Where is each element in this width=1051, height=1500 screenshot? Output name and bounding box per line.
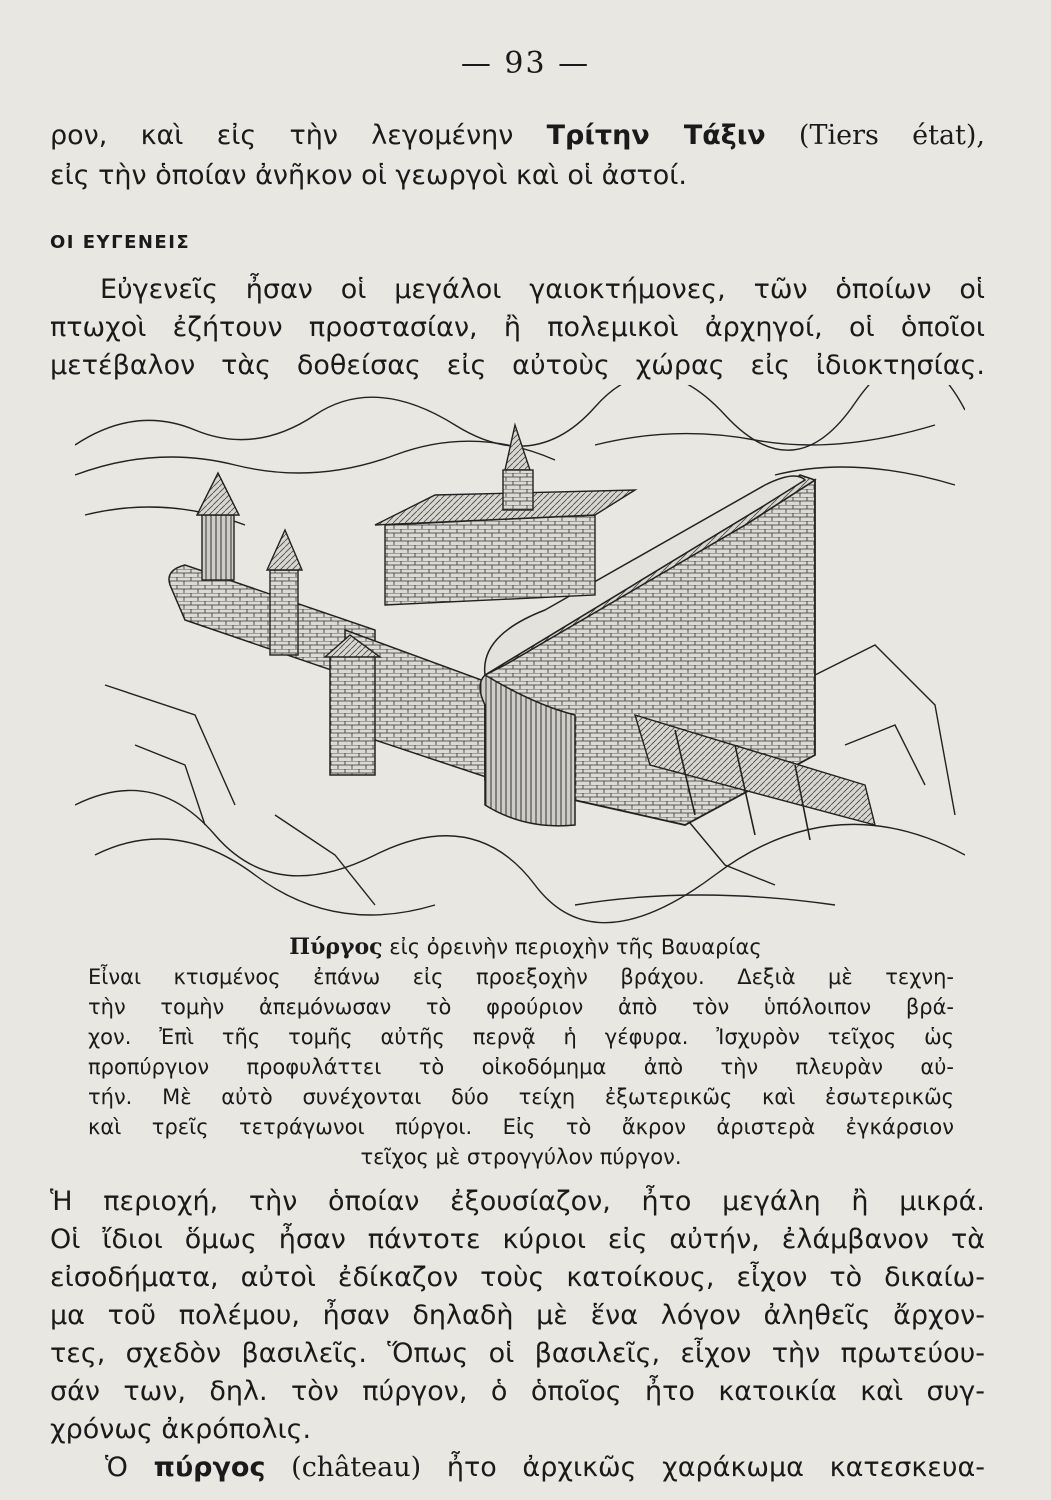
- caption-line-2: τὴν τομὴν ἀπεμόνωσαν τὸ φρούριον ἀπὸ τὸν ὑπόλοιπον βρά-: [88, 995, 954, 1019]
- last-line-end: ἦτο ἀρχικῶς χαράκωμα κατεσκευα-: [421, 1452, 985, 1483]
- last-line-start: Ὁ: [105, 1452, 154, 1483]
- caption-line-4: προπύργιον προφυλάττει τὸ οἰκοδόμημα ἀπὸ τὴν πλευρὰν αὐ-: [88, 1055, 954, 1079]
- term-third-estate: Τρίτην Τάξιν: [546, 120, 766, 151]
- paragraph1-line-1: Εὐγενεῖς ἦσαν οἱ μεγάλοι γαιοκτήμονες, τῶν ὁποίων οἱ: [100, 274, 985, 305]
- term-castle: πύργος: [153, 1452, 266, 1483]
- paragraph2-line-6: σάν των, δηλ. τὸν πύργον, ὁ ὁποῖος ἦτο κατοικία καὶ συγ-: [50, 1376, 985, 1407]
- paragraph2-line-4: μα τοῦ πολέμου, ἦσαν δηλαδὴ μὲ ἕνα λόγον ἀληθεῖς ἄρχον-: [50, 1300, 985, 1331]
- intro-text: ρον, καὶ εἰς τὴν λεγομένην: [50, 120, 547, 151]
- caption-line-5: τήν. Μὲ αὐτὸ συνέχονται δύο τείχη ἐξωτερικῶς καὶ ἐσωτερικῶς: [88, 1085, 954, 1109]
- caption-title-bold: Πύργος: [289, 934, 383, 960]
- paragraph2-line-2: Οἱ ἴδιοι ὅμως ἦσαν πάντοτε κύριοι εἰς αὐτήν, ἐλάμβανον τὰ: [50, 1224, 985, 1255]
- castle-illustration: [75, 385, 965, 930]
- caption-line-1: Εἶναι κτισμένος ἐπάνω εἰς προεξοχὴν βράχου. Δεξιὰ μὲ τεχνη-: [88, 965, 954, 989]
- paragraph2-line-3: εἰσοδήματα, αὐτοὶ ἐδίκαζον τοὺς κατοίκους, εἶχον τὸ δικαίω-: [50, 1262, 985, 1293]
- caption-line-7: τεῖχος μὲ στρογγύλον πύργον.: [360, 1145, 682, 1169]
- intro-line-1: [50, 118, 985, 154]
- caption-line-3: χον. Ἐπὶ τῆς τομῆς αὐτῆς περνᾷ ἡ γέφυρα. Ἰσχυρὸν τεῖχος ὡς: [88, 1025, 954, 1049]
- last-line: [50, 1450, 985, 1486]
- paragraph2-line-5: τες, σχεδὸν βασιλεῖς. Ὅπως οἱ βασιλεῖς, εἶχον τὴν πρωτεύου-: [50, 1338, 985, 1369]
- paragraph2-line-7: χρόνως ἀκρόπολις.: [50, 1414, 312, 1445]
- figure-caption-title: [0, 934, 1051, 960]
- caption-line-6: καὶ τρεῖς τετράγωνοι πύργοι. Εἰς τὸ ἄκρον ἀριστερὰ ἐγκάρσιον: [88, 1115, 954, 1139]
- term-chateau: (château): [265, 1452, 422, 1483]
- section-heading: ΟΙ ΕΥΓΕΝΕΙΣ: [50, 232, 191, 253]
- intro-line-2: εἰς τὴν ὁποίαν ἀνῆκον οἱ γεωργοὶ καὶ οἱ ἀστοί.: [50, 160, 688, 191]
- page-number: — 93 —: [460, 46, 591, 81]
- paragraph1-line-3: μετέβαλον τὰς δοθείσας εἰς αὐτοὺς χώρας εἰς ἰδιοκτησίας.: [50, 350, 985, 381]
- paragraph1-line-2: πτωχοὶ ἐζήτουν προστασίαν, ἢ πολεμικοὶ ἀρχηγοί, οἱ ὁποῖοι: [50, 312, 985, 343]
- paragraph2-line-1: Ἡ περιοχή, τὴν ὁποίαν ἐξουσίαζον, ἦτο μεγάλη ἢ μικρά.: [50, 1186, 985, 1217]
- term-french: (Tiers état),: [765, 120, 986, 151]
- caption-title-rest: εἰς ὀρεινὴν περιοχὴν τῆς Βαυαρίας: [382, 935, 762, 959]
